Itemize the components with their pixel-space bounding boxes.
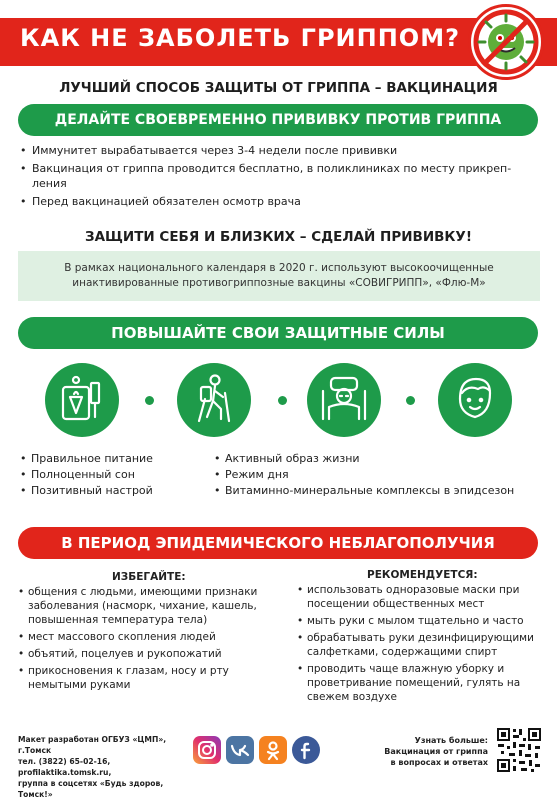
epidemic-heading: В ПЕРИОД ЭПИДЕМИЧЕСКОГО НЕБЛАГОПОЛУЧИЯ (18, 527, 538, 559)
list-item: • использовать одноразовые маски при посещении общественных мест (297, 583, 540, 611)
defense-list-right (214, 451, 544, 499)
qr-code[interactable] (495, 726, 543, 774)
facebook-icon[interactable] (292, 736, 320, 764)
list-item: • Иммунитет вырабатывается через 3-4 недели после прививки (20, 143, 540, 158)
avoid-list (18, 585, 273, 695)
learn-more (362, 735, 488, 768)
learn-line-2: Вакцинация от гриппа (384, 747, 488, 756)
list-item: • Правильное питание (20, 451, 210, 466)
footer-line-3: группа в соцсетях «Будь здоров, Томск!» (18, 779, 164, 799)
learn-line-1: Узнать больше: (414, 736, 488, 745)
page-title: КАК НЕ ЗАБОЛЕТЬ ГРИППОМ? (20, 24, 461, 52)
info-box (18, 251, 540, 301)
list-item: • объятий, поцелуев и рукопожатий (18, 647, 273, 661)
footer-credits (18, 734, 193, 800)
instagram-icon[interactable] (193, 736, 221, 764)
list-item: • прикосновения к глазам, носу и рту немытыми руками (18, 664, 273, 692)
defense-list-left (20, 451, 210, 499)
info-line-1: В рамках национального календаря в 2020 г. используют высокоочищенные (64, 262, 494, 274)
separator-dot (145, 396, 154, 405)
vaccination-heading: ДЕЛАЙТЕ СВОЕВРЕМЕННО ПРИВИВКУ ПРОТИВ ГРИППА (18, 104, 538, 136)
avoid-heading: ИЗБЕГАЙТЕ: (112, 571, 186, 583)
subtitle: ЛУЧШИЙ СПОСОБ ЗАЩИТЫ ОТ ГРИППА – ВАКЦИНАЦИЯ (59, 80, 498, 96)
vk-icon[interactable] (226, 736, 254, 764)
list-item: • Перед вакцинацией обязателен осмотр врача (20, 194, 540, 209)
list-item: • обрабатывать руки дезинфицирующими салфетками, содержащими спирт (297, 631, 540, 659)
info-line-2: инактивированные противогриппозные вакцины «СОВИГРИПП», «Флю-М» (72, 277, 486, 289)
list-item: • мест массового скопления людей (18, 630, 273, 644)
list-item: • Режим дня (214, 467, 544, 482)
defense-heading: ПОВЫШАЙТЕ СВОИ ЗАЩИТНЫЕ СИЛЫ (18, 317, 538, 349)
list-item: • Полноценный сон (20, 467, 210, 482)
list-item: • мыть руки с мылом тщательно и часто (297, 614, 540, 628)
odnoklassniki-icon[interactable] (259, 736, 287, 764)
footer-line-1: Макет разработан ОГБУЗ «ЦМП», г.Томск (18, 735, 167, 755)
list-item: • общения с людьми, имеющими признаки заболевания (насморк, чихание, кашель, повышенная температура тела) (18, 585, 273, 627)
recommend-list (297, 583, 540, 707)
list-item: • Вакцинация от гриппа проводится бесплатно, в поликлиниках по месту прикреп-ления (20, 161, 540, 191)
separator-dot (278, 396, 287, 405)
footer-line-2: тел. (3822) 65-02-16, profilaktika.tomsk.ru, (18, 757, 112, 777)
list-item: • Активный образ жизни (214, 451, 544, 466)
learn-line-3: в вопросах и ответах (390, 758, 488, 767)
list-item: • Позитивный настрой (20, 483, 210, 498)
sleep-icon (307, 363, 381, 437)
happy-face-icon (438, 363, 512, 437)
nutrition-icon (45, 363, 119, 437)
list-item: • проводить чаще влажную уборку и проветривание помещений, гулять на свежем воздухе (297, 662, 540, 704)
virus-icon (468, 4, 544, 80)
recommend-heading: РЕКОМЕНДУЕТСЯ: (367, 569, 478, 581)
slogan: ЗАЩИТИ СЕБЯ И БЛИЗКИХ – СДЕЛАЙ ПРИВИВКУ! (84, 229, 473, 245)
separator-dot (406, 396, 415, 405)
hiking-icon (177, 363, 251, 437)
vaccination-list (20, 143, 540, 212)
list-item: • Витаминно-минеральные комплексы в эпидсезон (214, 483, 544, 498)
